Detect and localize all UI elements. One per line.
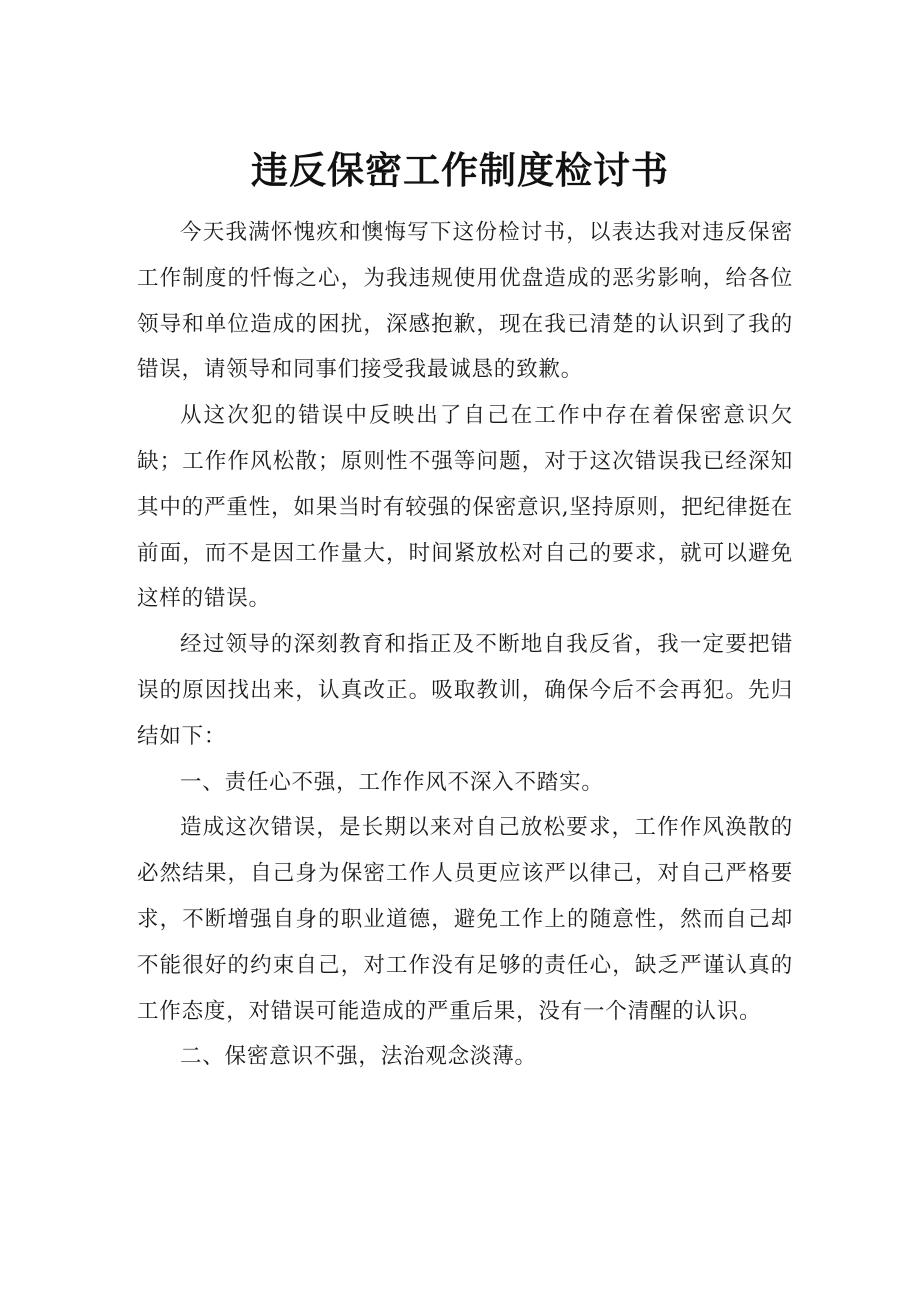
paragraph-reflection: 从这次犯的错误中反映出了自己在工作中存在着保密意识欠缺；工作作风松散；原则性不强等问题，对于这次错误我已经深知其中的严重性，如果当时有较强的保密意识,坚持原则，把纪律挺在前面，而不是因工作量大，时间紧放松对自己的要求，就可以避免这样的错误。 [137,403,793,612]
document-title: 违反保密工作制度检讨书 [251,149,669,192]
paragraph-apology: 今天我满怀愧疚和懊悔写下这份检讨书，以表达我对违反保密工作制度的忏悔之心，为我违规使用优盘造成的恶劣影响，给各位领导和单位造成的困扰，深感抱歉，现在我已清楚的认识到了我的错误，请领导和同事们接受我最诚恳的致歉。 [137,220,793,383]
paragraph-point-one-detail: 造成这次错误，是长期以来对自己放松要求，工作作风涣散的必然结果，自己身为保密工作人员更应该严以律己，对自己严格要求，不断增强自身的职业道德，避免工作上的随意性，然而自己却不能很好的约束自己，对工作没有足够的责任心，缺乏严谨认真的工作态度，对错误可能造成的严重后果，没有一个清醒的认识。 [137,815,793,1024]
heading-point-one: 一、责任心不强，工作作风不深入不踏实。 [180,769,604,795]
paragraph-summary-intro: 经过领导的深刻教育和指正及不断地自我反省，我一定要把错误的原因找出来，认真改正。吸取教训，确保今后不会再犯。先归结如下： [137,632,793,749]
heading-point-two: 二、保密意识不强，法治观念淡薄。 [180,1044,537,1070]
document-body [137,210,793,1080]
